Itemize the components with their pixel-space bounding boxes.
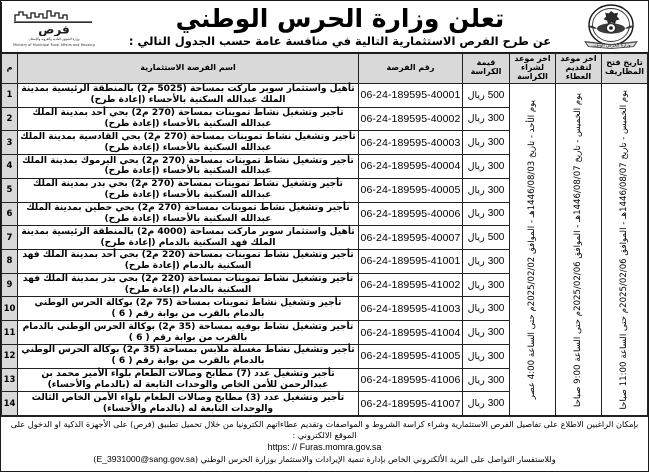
header-title-block bbox=[106, 5, 574, 48]
bid-deadline-value: يوم الخميس - تاريخ 1446/08/07هـ - الموافق 2025/02/06م حتى الساعة 9:00 صباحا bbox=[573, 92, 584, 407]
booklet-fee-amount: 300 bbox=[487, 208, 505, 220]
currency-label: ريال bbox=[467, 208, 488, 220]
furas-brand-logo bbox=[1, 2, 106, 52]
table-header bbox=[2, 54, 648, 84]
cell-row-index: 7 bbox=[2, 226, 18, 250]
cell-opportunity-name: تأجير وتشغيل نشاط تموينات بمساحة (75 م2) بوكالة الحرس الوطني بالدمام بالقرب من بوابة رقم ( 6 ) bbox=[18, 297, 359, 321]
cell-opportunity-name: تأجير وتشغيل نشاط تموينات بمساحة (270 م2) بحي القادسية بمدينة الملك عبدالله السكنية بالأحساء (إعادة طرح) bbox=[18, 131, 359, 155]
cell-opportunity-number: 06-24-189595-40005 bbox=[359, 178, 463, 202]
footer-line-2 bbox=[5, 454, 644, 466]
brand-subtitle-en: Ministry of Municipal Rural Affairs and Housing bbox=[13, 42, 95, 47]
cell-booklet-fee bbox=[463, 297, 510, 321]
cell-opportunity-name: تأجير وتشغيل نشاط تموينات بمساحة (270 م2) بحي حطين بمدينة الملك عبدالله السكنية بالأحساء (إعادة طرح) bbox=[18, 202, 359, 226]
cell-row-index: 12 bbox=[2, 344, 18, 368]
cell-booklet-fee bbox=[463, 344, 510, 368]
booklet-fee-amount: 300 bbox=[487, 137, 505, 149]
open-date-value: يوم الخميس - تاريخ 1446/08/07هـ - الموافق 2025/02/06م حتى الساعة 11:00 صباحا bbox=[619, 89, 630, 410]
cell-row-index: 3 bbox=[2, 131, 18, 155]
cell-row-index: 2 bbox=[2, 107, 18, 131]
booklet-fee-amount: 300 bbox=[487, 327, 505, 339]
furas-wordmark: فرص bbox=[38, 22, 70, 37]
cell-booklet-fee bbox=[463, 226, 510, 250]
cell-opportunity-number: 06-24-189595-41002 bbox=[359, 273, 463, 297]
cell-opportunity-number: 06-24-189595-41005 bbox=[359, 344, 463, 368]
cell-row-index: 11 bbox=[2, 321, 18, 345]
booklet-fee-amount: 300 bbox=[487, 184, 505, 196]
booklet-fee-amount: 300 bbox=[487, 398, 505, 410]
cell-booklet-fee bbox=[463, 83, 510, 107]
cell-row-index: 14 bbox=[2, 392, 18, 416]
cell-row-index: 1 bbox=[2, 83, 18, 107]
cell-open-date bbox=[602, 83, 648, 415]
cell-row-index: 10 bbox=[2, 297, 18, 321]
booklet-fee-amount: 500 bbox=[487, 232, 505, 244]
currency-label: ريال bbox=[467, 113, 488, 125]
cell-row-index: 6 bbox=[2, 202, 18, 226]
cell-row-index: 4 bbox=[2, 155, 18, 179]
cell-opportunity-name: تأجير وتشغيل نشاط بوفيه بمساحة (35 م2) بوكالة الحرس الوطني بالدمام بالقرب من بوابة رقم ( 6 ) bbox=[18, 321, 359, 345]
column-header-bid-deadline: اخر موعد لتقديم العطاء bbox=[556, 54, 602, 84]
column-header-index: م bbox=[2, 54, 18, 84]
cell-opportunity-number: 06-24-189595-41007 bbox=[359, 392, 463, 416]
column-header-opportunity-name: اسم الفرصة الاستثمارية bbox=[18, 54, 359, 84]
cell-booklet-fee bbox=[463, 155, 510, 179]
cell-booklet-fee bbox=[463, 321, 510, 345]
footer-note bbox=[1, 416, 648, 468]
contact-email[interactable]: E_3931000@sang.gov.sa bbox=[96, 453, 195, 464]
cell-opportunity-name: تأجير وتشغيل نشاط تموينات بمساحة (220 م2) بحي أحد بمدينة الملك فهد السكنية بالدمام (إعادة طرح) bbox=[18, 250, 359, 274]
page-title: تعلن وزارة الحرس الوطني bbox=[175, 4, 505, 33]
cell-booklet-fee bbox=[463, 368, 510, 392]
currency-label: ريال bbox=[467, 255, 488, 267]
cell-booklet-fee bbox=[463, 202, 510, 226]
column-header-open-date: تاريخ فتح المظاريف bbox=[602, 54, 648, 84]
cell-booklet-fee bbox=[463, 178, 510, 202]
cell-opportunity-name: تأجير وتشغيل نشاط تموينات بمساحة (220 م2) بحي بدر بمدينة الملك فهد السكنية بالدمام (إعادة طرح) bbox=[18, 273, 359, 297]
svg-text:وزارة الحرس الوطني: وزارة الحرس الوطني bbox=[591, 42, 631, 48]
cell-opportunity-number: 06-24-189595-40003 bbox=[359, 131, 463, 155]
national-guard-emblem-icon bbox=[574, 2, 648, 52]
booklet-fee-amount: 500 bbox=[487, 89, 505, 101]
cell-booklet-fee bbox=[463, 250, 510, 274]
cell-opportunity-name: تأجير وتشغيل نشاط مغسلة ملابس بمساحة (35 م2) بوكالة الحرس الوطني بالدمام بالقرب من بوابة رقم ( 6 ) bbox=[18, 344, 359, 368]
currency-label: ريال bbox=[467, 374, 488, 386]
booklet-fee-amount: 300 bbox=[487, 350, 505, 362]
table-header-row bbox=[2, 54, 648, 84]
opportunities-table bbox=[1, 53, 648, 416]
booklet-fee-amount: 300 bbox=[487, 255, 505, 267]
cell-opportunity-name: تأهيل واستثمار سوبر ماركت بمساحة (4000 م2) بالمنطقة الرئيسية بمدينة الملك فهد السكنية بالدمام (إعادة طرح) bbox=[18, 226, 359, 250]
cell-opportunity-name: تأجير وتشغيل نشاط تموينات بمساحة (270 م2) بحي بدر بمدينة الملك عبدالله السكنية بالأحساء (إعادة طرح) bbox=[18, 178, 359, 202]
cell-opportunity-number: 06-24-189595-41001 bbox=[359, 250, 463, 274]
cell-opportunity-number: 06-24-189595-40001 bbox=[359, 83, 463, 107]
cell-opportunity-number: 06-24-189595-40006 bbox=[359, 202, 463, 226]
booklet-fee-amount: 300 bbox=[487, 113, 505, 125]
footer-line-1: بإمكان الراغبين الاطلاع على تفاصيل الفرص الاستثمارية وشراء كراسة الشروط و المواصفات وتقديم عطاءاتهم الكترونيا من خلال تحميل تطبيق (فرص) على الأجهزة الذكية او الدخول على الموقع الالكتروني : bbox=[10, 419, 639, 441]
table-row bbox=[2, 83, 648, 107]
cell-opportunity-name: تأجير وتشغيل عدد (7) مطابخ وصالات الطعام بلواء الأمير محمد بن عبدالرحمن للأمن الخاص والوحدات التابعة له (بالدمام والأحساء) bbox=[18, 368, 359, 392]
page-header bbox=[1, 1, 648, 53]
footer-line-2-text: وللاستفسار التواصل على البريد الألكتروني الخاص بإدارة تنمية الإيرادات والاستثمار بوزارة الحرس الوطني ( bbox=[194, 453, 556, 464]
cell-opportunity-number: 06-24-189595-40002 bbox=[359, 107, 463, 131]
currency-label: ريال bbox=[467, 89, 488, 101]
cell-bid-deadline bbox=[556, 83, 602, 415]
page-subtitle: عن طرح الفرص الاستثمارية التالية في منافسة عامة حسب الجدول التالي : bbox=[128, 33, 552, 48]
currency-label: ريال bbox=[467, 303, 488, 315]
cell-opportunity-number: 06-24-189595-41004 bbox=[359, 321, 463, 345]
cell-booklet-fee bbox=[463, 392, 510, 416]
currency-label: ريال bbox=[467, 160, 488, 172]
cell-opportunity-name: تأهيل واستثمار سوبر ماركت بمساحة (5025 م2) بالمنطقة الرئيسية بمدينة الملك عبدالله السكنية بالأحساء (إعادة طرح) bbox=[18, 83, 359, 107]
booklet-fee-amount: 300 bbox=[487, 160, 505, 172]
cell-opportunity-name: تأجير وتشغيل عدد (3) مطابخ وصالات الطعام بلواء الأمن الخاص الثالث والوحدات التابعة له (بالدمام والأحساء) bbox=[18, 392, 359, 416]
cell-opportunity-number: 06-24-189595-40004 bbox=[359, 155, 463, 179]
booklet-fee-amount: 300 bbox=[487, 374, 505, 386]
currency-label: ريال bbox=[467, 398, 488, 410]
cell-row-index: 5 bbox=[2, 178, 18, 202]
furas-website-url[interactable]: https: // Furas.momra.gov.sa bbox=[267, 442, 382, 453]
currency-label: ريال bbox=[467, 350, 488, 362]
cell-row-index: 8 bbox=[2, 250, 18, 274]
cell-row-index: 9 bbox=[2, 273, 18, 297]
column-header-fee: قيمة الكراسة bbox=[463, 54, 510, 84]
cell-row-index: 13 bbox=[2, 368, 18, 392]
booklet-fee-amount: 300 bbox=[487, 279, 505, 291]
currency-label: ريال bbox=[467, 232, 488, 244]
currency-label: ريال bbox=[467, 184, 488, 196]
currency-label: ريال bbox=[467, 327, 488, 339]
booklet-fee-amount: 300 bbox=[487, 303, 505, 315]
furas-skyline-icon bbox=[8, 6, 100, 36]
cell-opportunity-number: 06-24-189595-40007 bbox=[359, 226, 463, 250]
cell-booklet-fee bbox=[463, 131, 510, 155]
cell-opportunity-name: تأجير وتشغيل نشاط تموينات بمساحة (270 م2) بحي اليرموك بمدينة الملك عبدالله السكنية بالأحساء (إعادة طرح) bbox=[18, 155, 359, 179]
cell-opportunity-name: تأجير وتشغيل نشاط تموينات بمساحة (270 م2) بحي أحد بمدينة الملك عبدالله السكنية بالأحساء (إعادة طرح) bbox=[18, 107, 359, 131]
cell-opportunity-number: 06-24-189595-41003 bbox=[359, 297, 463, 321]
column-header-opportunity-number: رقم الفرصة bbox=[359, 54, 463, 84]
column-header-buy-deadline: اخر موعد لشراء الكراسة bbox=[510, 54, 556, 84]
cell-booklet-fee bbox=[463, 107, 510, 131]
table-body bbox=[2, 83, 648, 415]
currency-label: ريال bbox=[467, 279, 488, 291]
cell-booklet-fee bbox=[463, 273, 510, 297]
currency-label: ريال bbox=[467, 137, 488, 149]
cell-buy-deadline bbox=[510, 83, 556, 415]
footer-line-2-tail: ) bbox=[93, 453, 97, 464]
buy-deadline-value: يوم الأحد - تاريخ 1446/08/03هـ - الموافق 2025/02/02م حتى الساعة 4:00 عصر bbox=[527, 99, 538, 400]
brand-subtitle-ar: وزارة الشؤون البلدية والقروية والإسكان bbox=[28, 37, 80, 42]
cell-opportunity-number: 06-24-189595-41006 bbox=[359, 368, 463, 392]
